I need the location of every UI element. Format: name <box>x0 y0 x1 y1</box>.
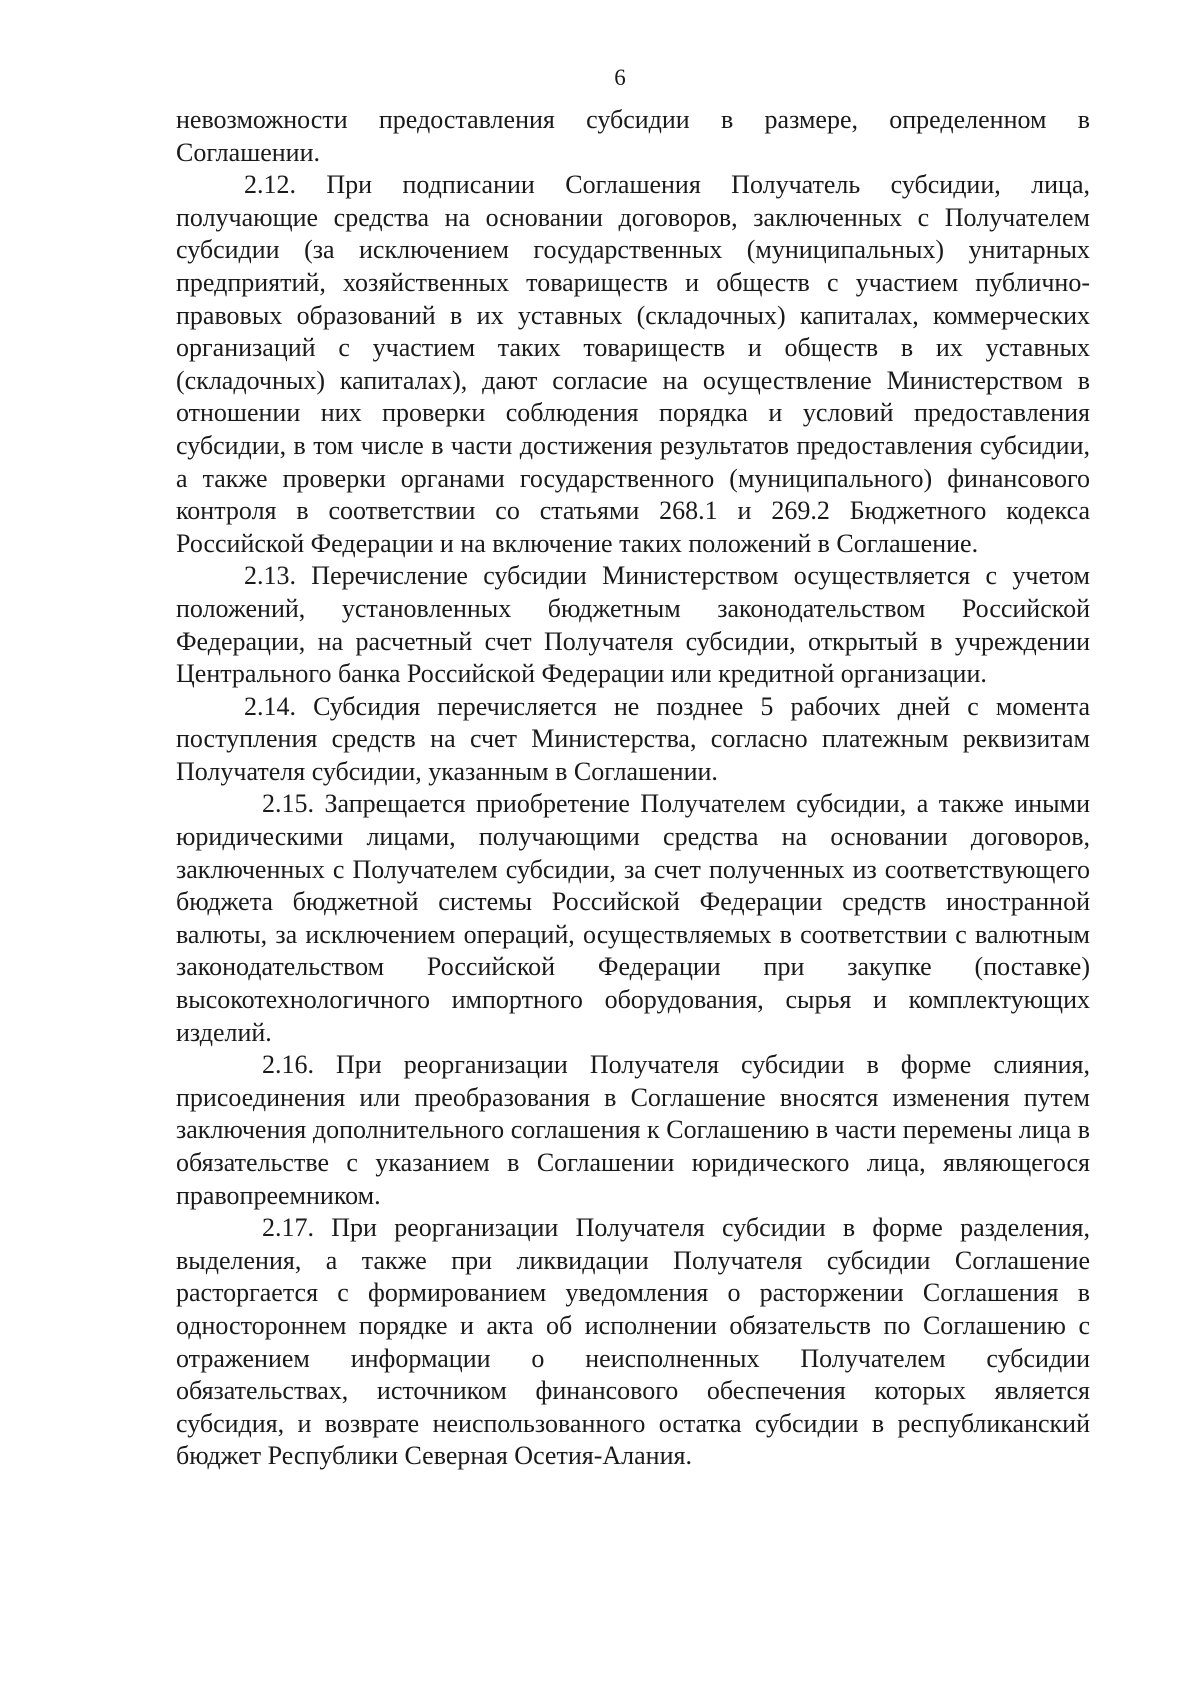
paragraph-continuation: невозможности предоставления субсидии в размере, определенном в Соглашении. <box>176 105 1090 167</box>
paragraph-2-12: 2.12. При подписании Соглашения Получатель субсидии, лица, получающие средства на основании договоров, заключенных с Получателем субсидии (за исключением государственных (муниципальных) унитарных предприятий, хозяйственных товариществ и обществ с участием публично-правовых образований в их уставных (складочных) капиталах, коммерческих организаций с участием таких товариществ и обществ в их уставных (складочных) капиталах), дают согласие на осуществление Министерством в отношении них проверки соблюдения порядка и условий предоставления субсидии, в том числе в части достижения результатов предоставления субсидии, а также проверки органами государственного (муниципального) финансового контроля в соответствии со статьями 268.1 и 269.2 Бюджетного кодекса Российской Федерации и на включение таких положений в Соглашение. <box>176 170 1090 558</box>
paragraph-2-16: 2.16. При реорганизации Получателя субсидии в форме слияния, присоединения или преобразования в Соглашение вносятся изменения путем заключения дополнительного соглашения к Соглашению в части перемены лица в обязательстве с указанием в Соглашении юридического лица, являющегося правопреемником. <box>176 1050 1090 1210</box>
paragraph-2-13: 2.13. Перечисление субсидии Министерством осуществляется с учетом положений, установленных бюджетным законодательством Российской Федерации, на расчетный счет Получателя субсидии, открытый в учреждении Центрального банка Российской Федерации или кредитной организации. <box>176 561 1090 689</box>
document-body <box>176 104 1090 1473</box>
paragraph-2-14: 2.14. Субсидия перечисляется не позднее 5 рабочих дней с момента поступления средств на счет Министерства, согласно платежным реквизитам Получателя субсидии, указанным в Соглашении. <box>176 691 1090 786</box>
page-number: 6 <box>614 65 626 90</box>
paragraph-2-17: 2.17. При реорганизации Получателя субсидии в форме разделения, выделения, а также при ликвидации Получателя субсидии Соглашение расторгается с формированием уведомления о расторжении Соглашения в одностороннем порядке и акта об исполнении обязательств по Соглашению с отражением информации о неисполненных Получателем субсидии обязательствах, источником финансового обеспечения которых является субсидия, и возврате неиспользованного остатка субсидии в республиканский бюджет Республики Северная Осетия-Алания. <box>176 1213 1090 1471</box>
paragraph-2-15: 2.15. Запрещается приобретение Получателем субсидии, а также иными юридическими лицами, получающими средства на основании договоров, заключенных с Получателем субсидии, за счет полученных из соответствующего бюджета бюджетной системы Российской Федерации средств иностранной валюты, за исключением операций, осуществляемых в соответствии с валютным законодательством Российской Федерации при закупке (поставке) высокотехнологичного импортного оборудования, сырья и комплектующих изделий. <box>176 789 1090 1047</box>
